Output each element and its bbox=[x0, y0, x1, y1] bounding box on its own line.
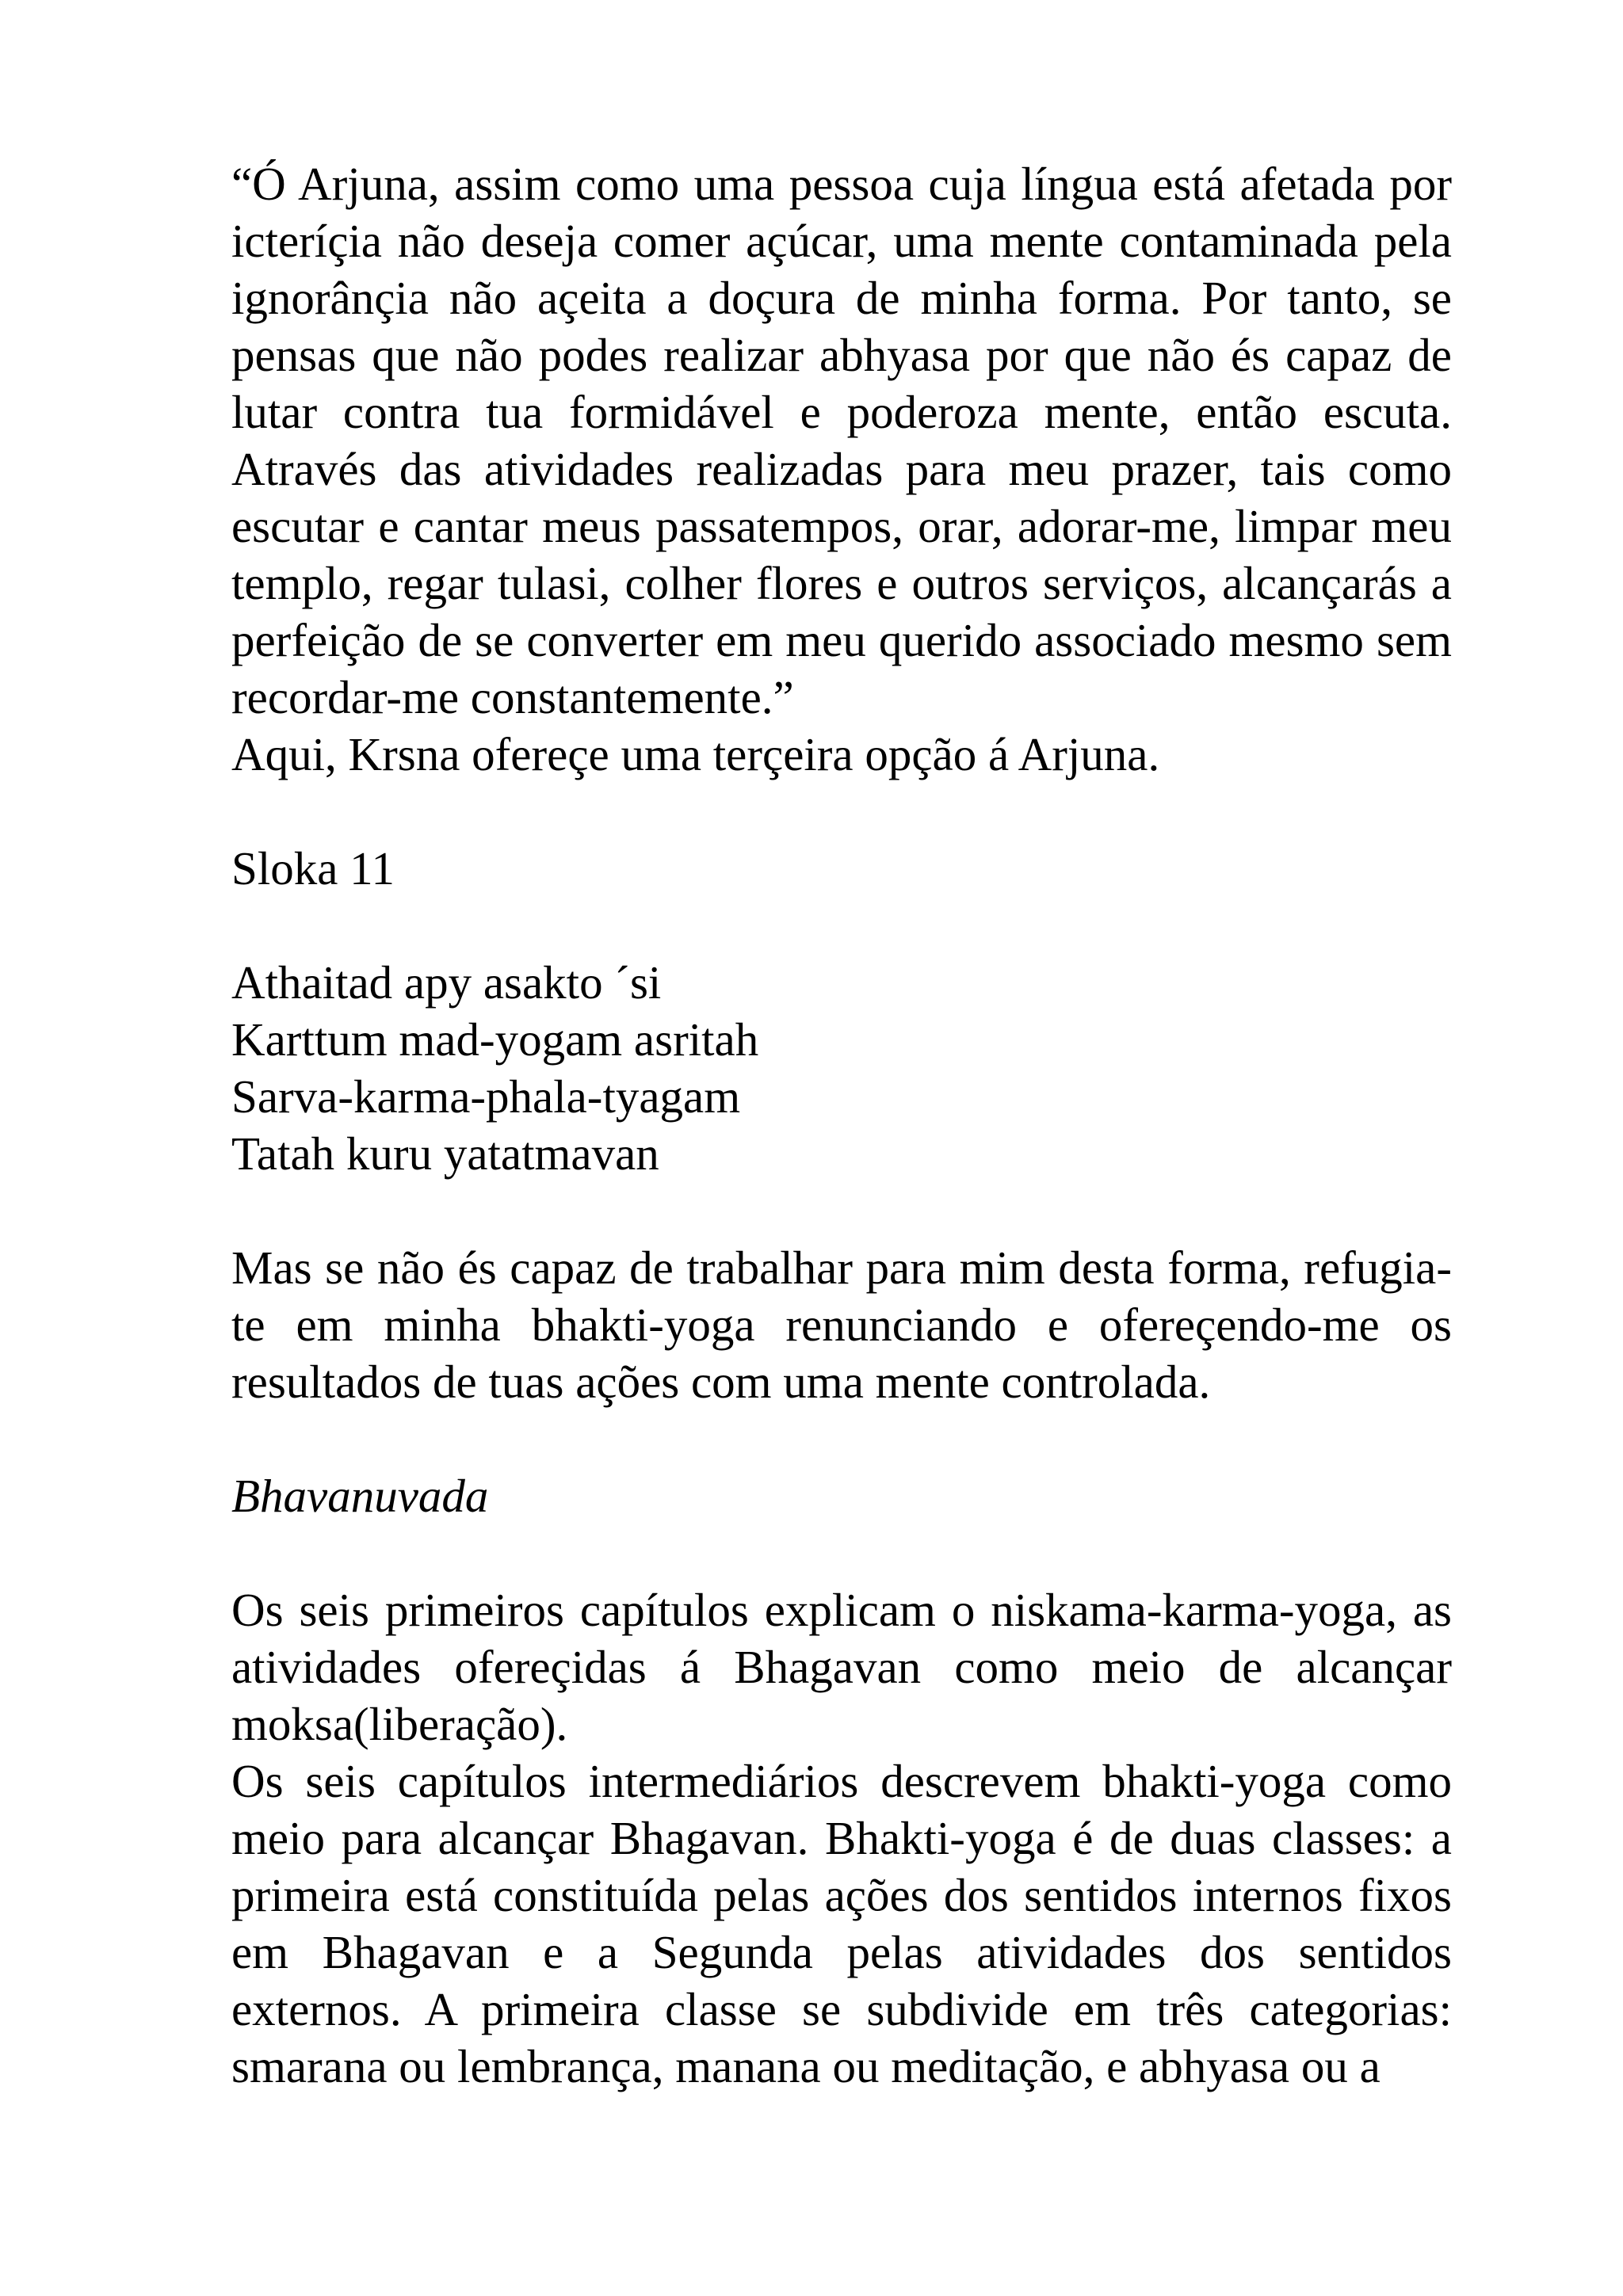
spacer bbox=[231, 1182, 1452, 1239]
verse-translation: Mas se não és capaz de trabalhar para mim desta forma, refugia-te em minha bhakti-yoga renunciando e ofereçendo-me os resultados de tuas ações com uma mente controlada. bbox=[231, 1241, 1452, 1408]
spacer bbox=[231, 897, 1452, 954]
document-page bbox=[231, 155, 1452, 2095]
sanskrit-verse bbox=[231, 954, 1452, 1182]
paragraph-third-option: Aqui, Krsna ofereçe uma terçeira opção á Arjuna. bbox=[231, 728, 1160, 780]
spacer bbox=[231, 783, 1452, 840]
paragraph-krishna-quote: “Ó Arjuna, assim como uma pessoa cuja língua está afetada por icteríçia não deseja comer açúcar, uma mente contaminada pela ignorânçia não açeita a doçura de minha forma. Por tanto, se pensas que não podes realizar abhyasa por que não és capaz de lutar contra tua formidável e poderoza mente, então escuta. Através das atividades realizadas para meu prazer, tais como escutar e cantar meus passatempos, orar, adorar-me, limpar meu templo, regar tulasi, colher flores e outros serviços, alcançarás a perfeição de se converter em meu querido associado mesmo sem recordar-me constantemente.” bbox=[231, 158, 1452, 723]
spacer bbox=[231, 1524, 1452, 1581]
verse-line-1: Athaitad apy asakto ´si bbox=[231, 956, 662, 1009]
commentary-paragraph-2: Os seis capítulos intermediários descrevem bhakti-yoga como meio para alcançar Bhagavan. Bhakti-yoga é de duas classes: a primeira está constituída pelas ações dos sentidos internos fixos em Bhagavan e a Segunda pelas atividades dos sentidos externos. A primeira classe se subdivide em três categorias: smarana ou lembrança, manana ou meditação, e abhyasa ou a bbox=[231, 1755, 1452, 2092]
verse-line-3: Sarva-karma-phala-tyagam bbox=[231, 1070, 741, 1123]
spacer bbox=[231, 1410, 1452, 1467]
sloka-heading: Sloka 11 bbox=[231, 842, 395, 894]
commentary-paragraph-1: Os seis primeiros capítulos explicam o niskama-karma-yoga, as atividades ofereçidas á Bhagavan como meio de alcançar moksa(liberação). bbox=[231, 1584, 1452, 1750]
commentary-heading: Bhavanuvada bbox=[231, 1470, 489, 1522]
verse-line-2: Karttum mad-yogam asritah bbox=[231, 1013, 759, 1066]
verse-line-4: Tatah kuru yatatmavan bbox=[231, 1127, 659, 1180]
